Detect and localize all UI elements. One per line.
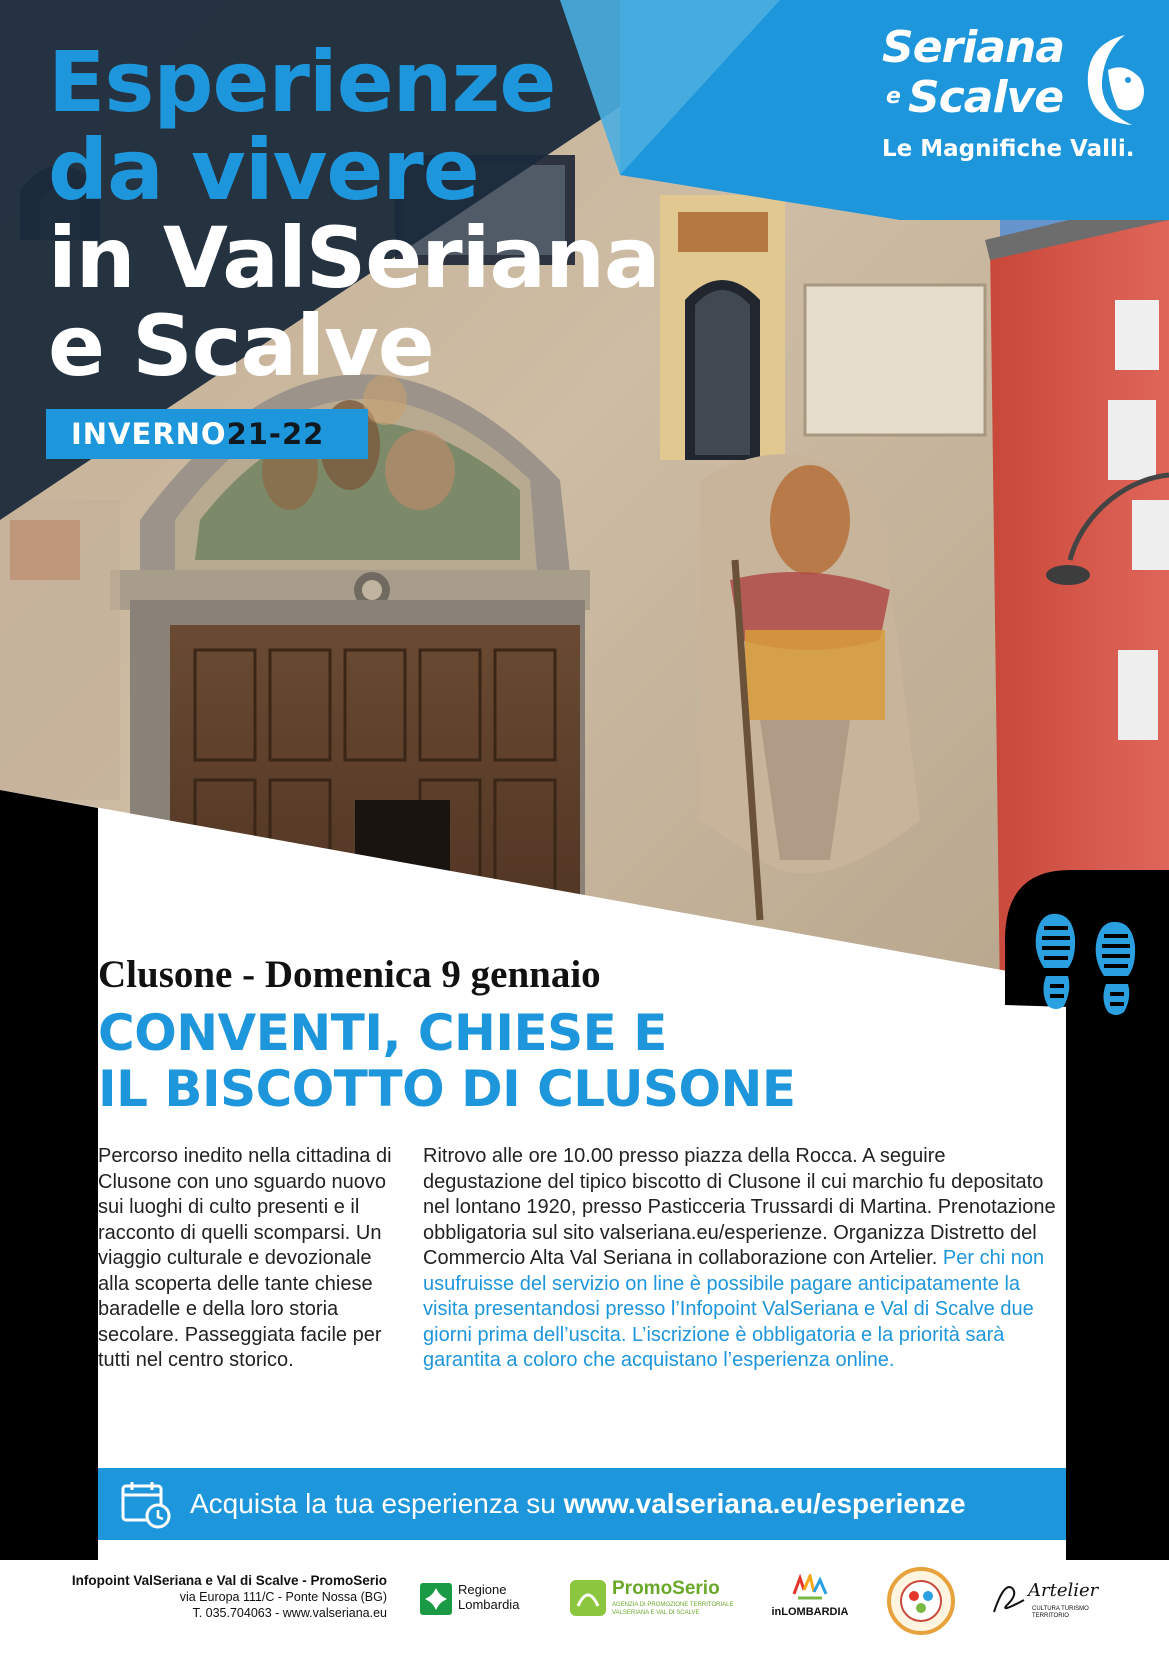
black-margin-left <box>0 790 98 1654</box>
logo-tagline: Le Magnifiche Valli. <box>882 136 1135 162</box>
blue-corner-tail <box>620 175 1169 220</box>
headline-line-2: da vivere <box>48 121 479 219</box>
logo-line-2: Scalve <box>908 72 1064 123</box>
regione-lombardia-icon <box>420 1583 452 1615</box>
promoserio-sub <box>612 1601 733 1617</box>
promoserio-sub-2: VALSERIANA E VAL DI SCALVE <box>612 1610 700 1616</box>
artelier-sub: CULTURA TURISMO TERRITORIO <box>1032 1606 1089 1619</box>
event-title-line-1: CONVENTI, CHIESE E <box>98 1004 667 1062</box>
inlombardia-logo <box>760 1574 860 1626</box>
regione-line-2: Lombardia <box>458 1597 520 1612</box>
promoserio-label: PromoSerio <box>612 1578 720 1599</box>
artelier-label: Artelier <box>1028 1580 1099 1601</box>
inlombardia-label: inLOMBARDIA <box>771 1606 849 1618</box>
event-description-left: Percorso inedito nella cittadina di Clusone con uno sguardo nuovo sui luoghi di culto presenti e il racconto di quelli scomparsi. Un viaggio culturale e devozionale alla scoperta delle tante chiese baradelle e della loro storia secolare. Passeggiata facile per tutti nel centro storico. <box>98 1145 392 1371</box>
moon-animal-icon <box>1070 30 1155 130</box>
headline-line-4: e Scalve <box>48 297 434 395</box>
event-title <box>98 1005 795 1117</box>
black-margin-right <box>1066 990 1169 1654</box>
logo-conjunction: e <box>886 84 901 109</box>
cta-text <box>190 1488 966 1520</box>
infopoint-contact: T. 035.704063 - www.valseriana.eu <box>192 1606 387 1620</box>
artelier-logo <box>990 1576 1110 1624</box>
headline-line-3: in ValSeriana <box>48 209 660 307</box>
regione-line-1: Regione <box>458 1582 507 1597</box>
distretto-seal-icon <box>886 1566 956 1636</box>
seriana-scalve-logo <box>880 22 1160 172</box>
infopoint-title: Infopoint ValSeriana e Val di Scalve - PromoSerio <box>71 1573 387 1588</box>
season-years: 21-22 <box>226 417 325 451</box>
event-description-right <box>423 1144 1063 1374</box>
headline-line-1: Esperienze <box>48 33 556 131</box>
event-details: Ritrovo alle ore 10.00 presso piazza della Rocca. A seguire degustazione del tipico biscotto di Clusone il cui marchio fu depositato nel lontano 1920, presso Pasticceria Trussardi di Martina. Prenotazione obbligatoria sul sito valseriana.eu/esperienze. Organizza Distretto del Commercio Alta Val Seriana in collaborazione con Artelier. <box>423 1145 1056 1269</box>
logo-line-1: Seriana <box>882 22 1065 73</box>
distretto-commercio-seal <box>886 1566 956 1636</box>
footprints-icon <box>1030 908 1150 1018</box>
regione-lombardia-logo <box>420 1580 540 1620</box>
cta-bar[interactable] <box>98 1468 1066 1540</box>
inlombardia-icon <box>790 1574 830 1602</box>
regione-lombardia-label <box>458 1582 519 1612</box>
season-label: INVERNO <box>71 417 227 451</box>
promoserio-logo <box>570 1578 750 1624</box>
calendar-clock-icon <box>120 1480 172 1530</box>
event-date: Clusone - Domenica 9 gennaio <box>98 953 601 996</box>
infopoint-info <box>22 1573 387 1621</box>
event-payment-note: Per chi non usufruisse del servizio on line è possibile pagare anticipatamente la visita presentandosi presso l’Infopoint ValSeriana e Val di Scalve due giorni prima dell’uscita. L’iscrizione è obbligatoria e la priorità sarà garantita a coloro che acquistano l’esperienza online. <box>423 1247 1045 1371</box>
promoserio-icon <box>570 1580 606 1616</box>
cta-label: Acquista la tua esperienza su <box>190 1488 564 1519</box>
event-title-line-2: IL BISCOTTO DI CLUSONE <box>98 1060 796 1118</box>
infopoint-address: via Europa 111/C - Ponte Nossa (BG) <box>179 1590 387 1604</box>
cta-link[interactable]: www.valseriana.eu/esperienze <box>563 1488 966 1519</box>
headline <box>48 33 660 395</box>
season-badge <box>46 409 368 459</box>
promoserio-sub-1: AGENZIA DI PROMOZIONE TERRITORIALE <box>612 1602 734 1608</box>
artelier-icon <box>990 1580 1030 1616</box>
